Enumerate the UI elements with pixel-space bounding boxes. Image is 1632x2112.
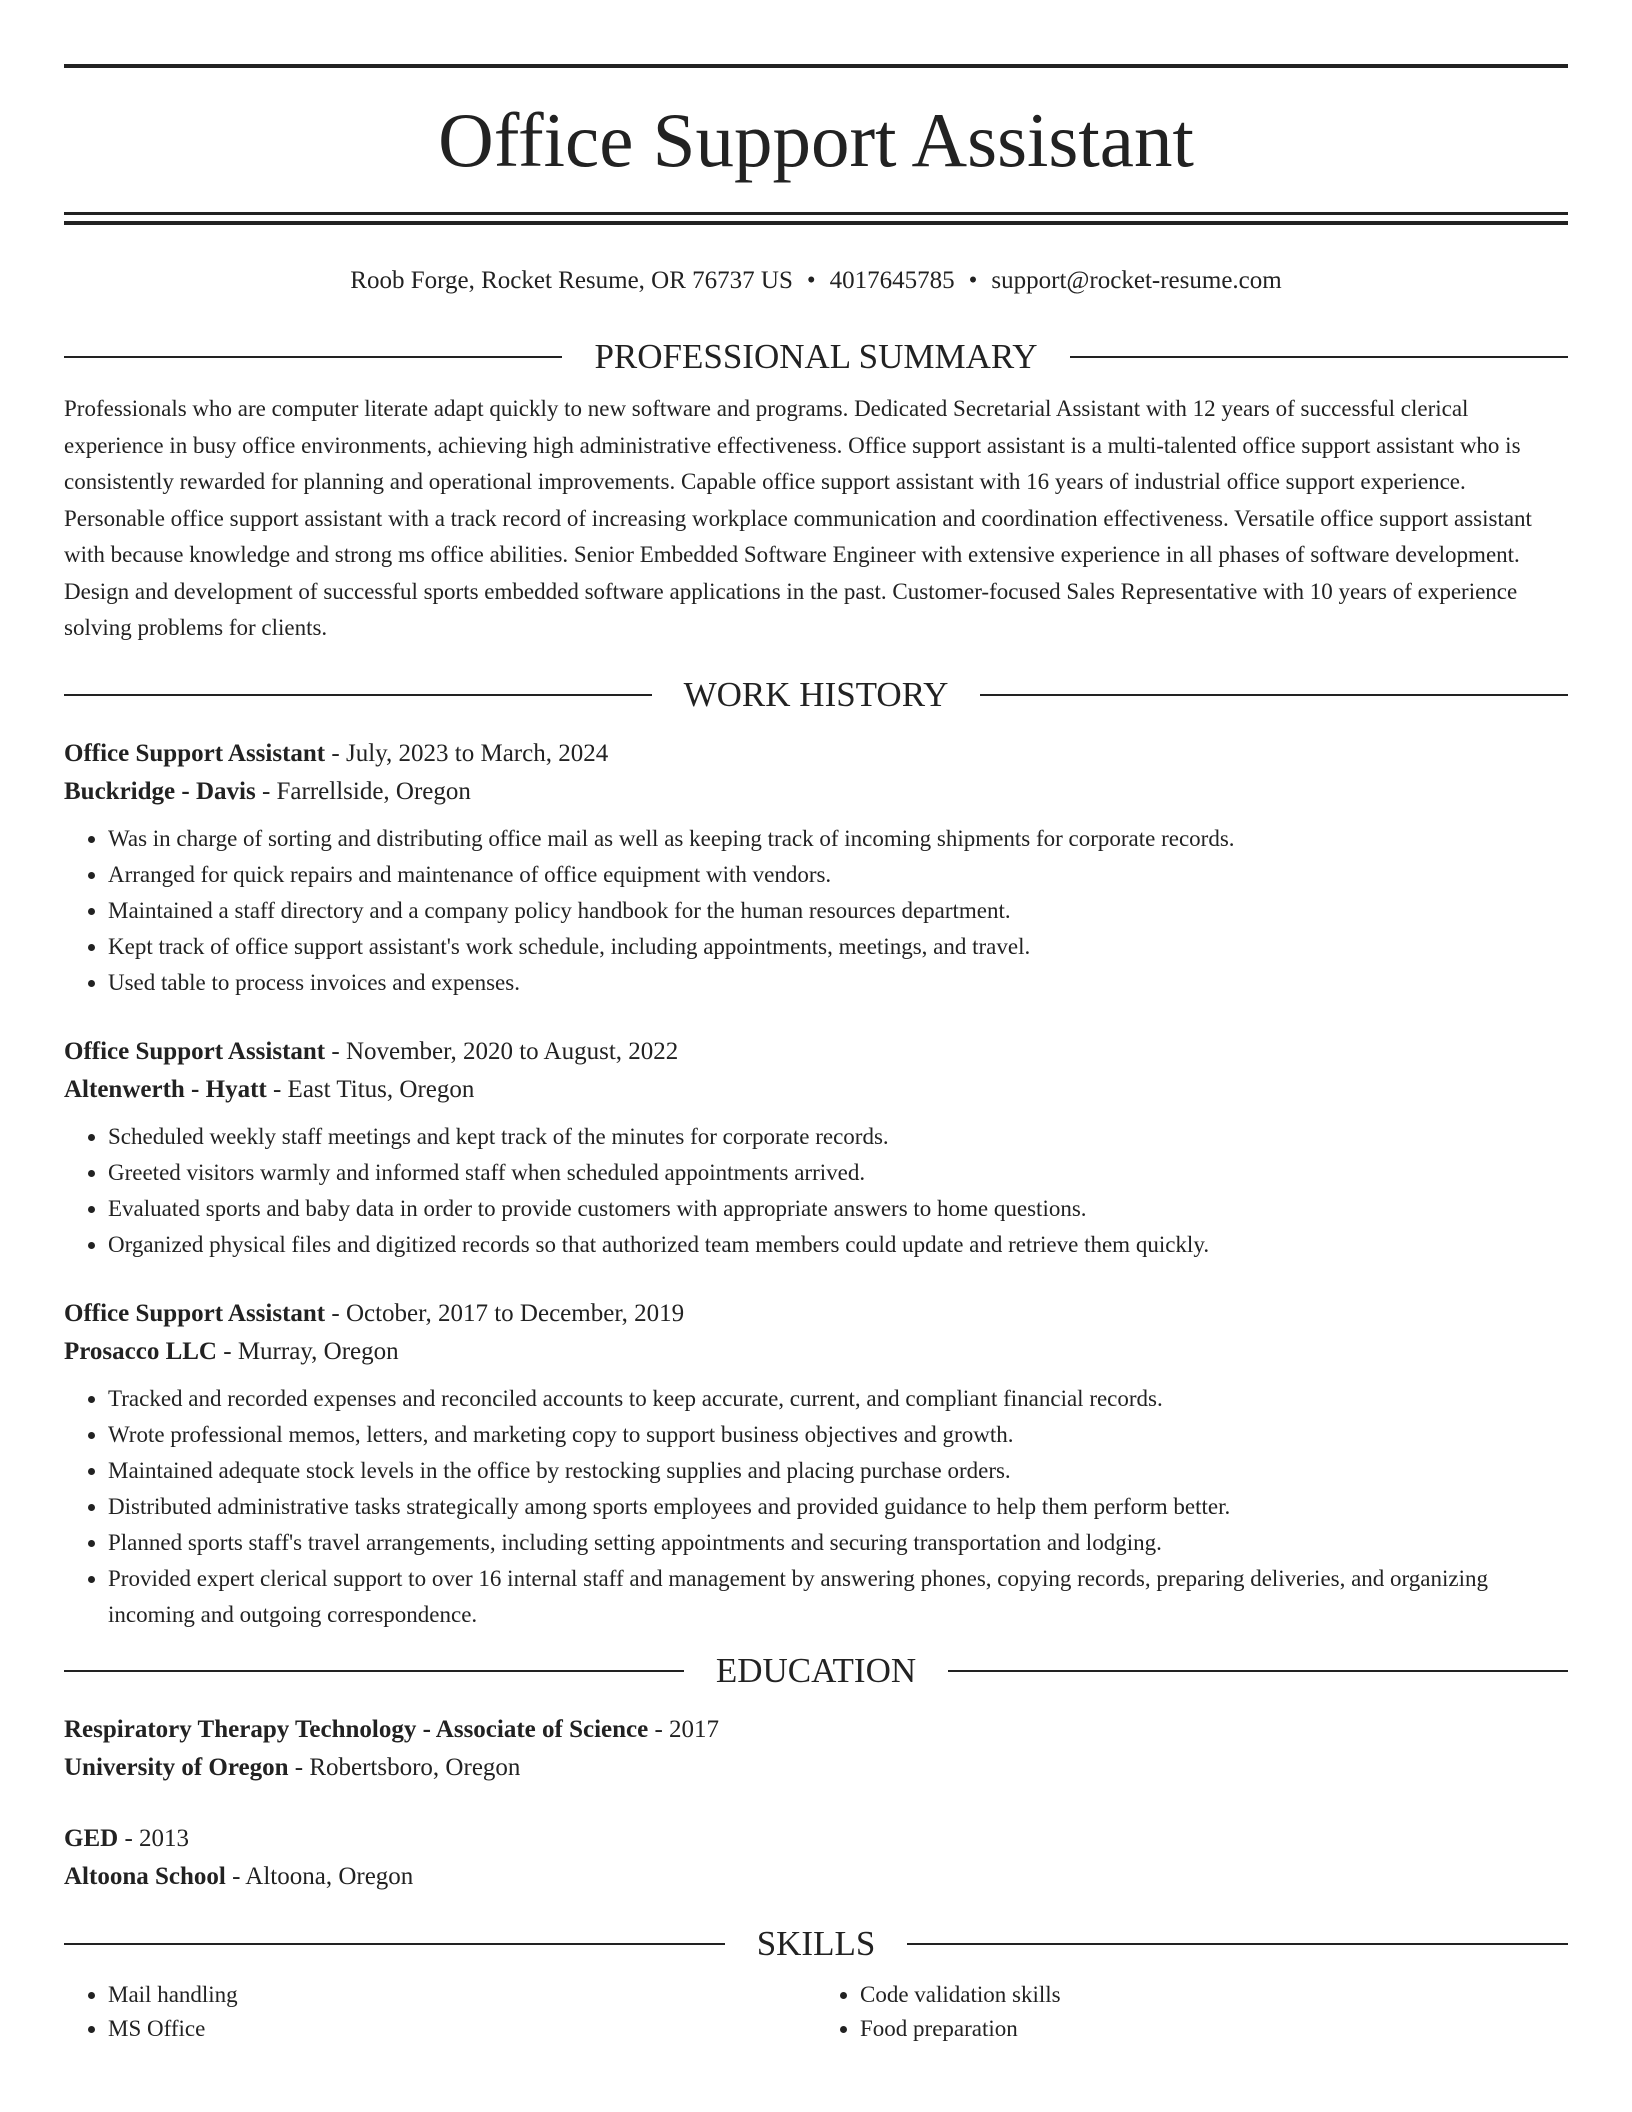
job-company-line [64, 1333, 1568, 1371]
job-title: Office Support Assistant [64, 1299, 326, 1327]
job-entry [64, 1295, 1568, 1633]
job-bullets [64, 1381, 1568, 1633]
heading-rule [64, 1943, 725, 1945]
job-bullet: • Evaluated sports and baby data in order to provide customers with appropriate answers to home questions. [108, 1191, 1568, 1227]
job-location: - East Titus, Oregon [266, 1075, 475, 1103]
skill-item: • Food preparation [860, 2012, 1568, 2046]
job-bullet: • Scheduled weekly staff meetings and kept track of the minutes for corporate records. [108, 1119, 1568, 1155]
job-bullet: • Kept track of office support assistant's work schedule, including appointments, meetings, and travel. [108, 929, 1568, 965]
section-title: EDUCATION [715, 1650, 917, 1690]
skills-list-right [816, 1978, 1568, 2046]
job-bullet: • Maintained adequate stock levels in the office by restocking supplies and placing purchase orders. [108, 1453, 1568, 1489]
heading-rule [948, 1670, 1568, 1672]
education-degree: GED [64, 1824, 119, 1852]
skill-item: • Mail handling [108, 1978, 816, 2012]
job-dates: - October, 2017 to December, 2019 [325, 1299, 685, 1327]
education-year: - 2013 [118, 1824, 190, 1852]
section-title: WORK HISTORY [683, 674, 949, 714]
education-degree: Respiratory Therapy Technology - Associate of Science [64, 1715, 649, 1743]
job-bullets [64, 1119, 1568, 1263]
job-bullet: • Planned sports staff's travel arrangements, including setting appointments and securing transportation and lodging. [108, 1525, 1568, 1561]
job-bullet: • Greeted visitors warmly and informed staff when scheduled appointments arrived. [108, 1155, 1568, 1191]
education-school-line [64, 1858, 1568, 1896]
job-company-line [64, 773, 1568, 811]
job-title: Office Support Assistant [64, 739, 326, 767]
job-bullet: • Arranged for quick repairs and maintenance of office equipment with vendors. [108, 857, 1568, 893]
heading-rule [64, 356, 562, 358]
job-entry [64, 735, 1568, 1001]
job-location: - Murray, Oregon [217, 1337, 399, 1365]
heading-rule [907, 1943, 1568, 1945]
job-bullets [64, 821, 1568, 1001]
section-heading-work-history [64, 671, 1568, 719]
heading-rule [1070, 356, 1568, 358]
job-bullet: • Tracked and recorded expenses and reconciled accounts to keep accurate, current, and compliant financial records. [108, 1381, 1568, 1417]
education-entry [64, 1711, 1568, 1787]
job-title: Office Support Assistant [64, 1037, 326, 1065]
education-entry [64, 1820, 1568, 1896]
skill-item: • Code validation skills [860, 1978, 1568, 2012]
job-bullet: • Wrote professional memos, letters, and marketing copy to support business objectives and growth. [108, 1417, 1568, 1453]
job-bullet: • Maintained a staff directory and a company policy handbook for the human resources department. [108, 893, 1568, 929]
job-company-line [64, 1071, 1568, 1109]
job-company: Altenwerth - Hyatt [64, 1075, 267, 1103]
job-location: - Farrellside, Oregon [255, 777, 471, 805]
education-year: - 2017 [648, 1715, 720, 1743]
job-company: Prosacco LLC [64, 1337, 217, 1365]
education-location: - Robertsboro, Oregon [288, 1753, 521, 1781]
contact-line [64, 263, 1568, 299]
resume-title: Office Support Assistant [438, 97, 1194, 183]
job-dates: - July, 2023 to March, 2024 [325, 739, 609, 767]
job-dates: - November, 2020 to August, 2022 [325, 1037, 679, 1065]
job-bullet: • Used table to process invoices and expenses. [108, 965, 1568, 1001]
section-heading-skills [64, 1920, 1568, 1968]
contact-separator: • [968, 267, 978, 294]
job-bullet: • Organized physical files and digitized records so that authorized team members could update and retrieve them quickly. [108, 1227, 1568, 1263]
education-degree-line [64, 1820, 1568, 1858]
top-rule [64, 64, 1568, 68]
skill-item: • MS Office [108, 2012, 816, 2046]
education-school: University of Oregon [64, 1753, 289, 1781]
education-degree-line [64, 1711, 1568, 1749]
resume-page [64, 64, 1568, 2046]
heading-rule [64, 694, 652, 696]
summary-text: Professionals who are computer literate adapt quickly to new software and programs. Dedicated Secretarial Assistant with 12 years of successful clerical experience in busy office environments, achieving high administrative effectiveness. Office support assistant is a multi-talented office support assistant who is consistently rewarded for planning and operational improvements. Capable office support assistant with 16 years of industrial office support experience. Personable office support assistant with a track record of increasing workplace communication and coordination effectiveness. Versatile office support assistant with because knowledge and strong ms office abilities. Senior Embedded Software Engineer with extensive experience in all phases of software development. Design and development of successful sports embedded software applications in the past. Customer-focused Sales Representative with 10 years of experience solving problems for clients. [64, 396, 1532, 640]
job-bullet: • Provided expert clerical support to over 16 internal staff and management by answering phones, copying records, preparing deliveries, and organizing incoming and outgoing correspondence. [108, 1561, 1568, 1633]
contact-email: support@rocket-resume.com [991, 267, 1282, 294]
skills-columns [64, 1978, 1568, 2046]
section-heading-education [64, 1647, 1568, 1695]
contact-separator: • [806, 267, 816, 294]
title-double-rule [64, 212, 1568, 225]
skills-list-left [64, 1978, 816, 2046]
job-title-line [64, 1295, 1568, 1333]
contact-phone: 4017645785 [829, 267, 955, 294]
job-title-line [64, 735, 1568, 773]
heading-rule [64, 1670, 684, 1672]
heading-rule [980, 694, 1568, 696]
job-title-line [64, 1033, 1568, 1071]
job-bullet: • Distributed administrative tasks strategically among sports employees and provided guidance to help them perform better. [108, 1489, 1568, 1525]
job-company: Buckridge - Davis [64, 777, 256, 805]
education-school-line [64, 1749, 1568, 1787]
job-bullet: • Was in charge of sorting and distributing office mail as well as keeping track of incoming shipments for corporate records. [108, 821, 1568, 857]
section-title: SKILLS [756, 1923, 876, 1963]
contact-address: Roob Forge, Rocket Resume, OR 76737 US [350, 267, 793, 294]
job-entry [64, 1033, 1568, 1263]
education-location: - Altoona, Oregon [225, 1862, 414, 1890]
section-heading-summary [64, 333, 1568, 381]
education-school: Altoona School [64, 1862, 226, 1890]
section-title: PROFESSIONAL SUMMARY [594, 337, 1038, 376]
